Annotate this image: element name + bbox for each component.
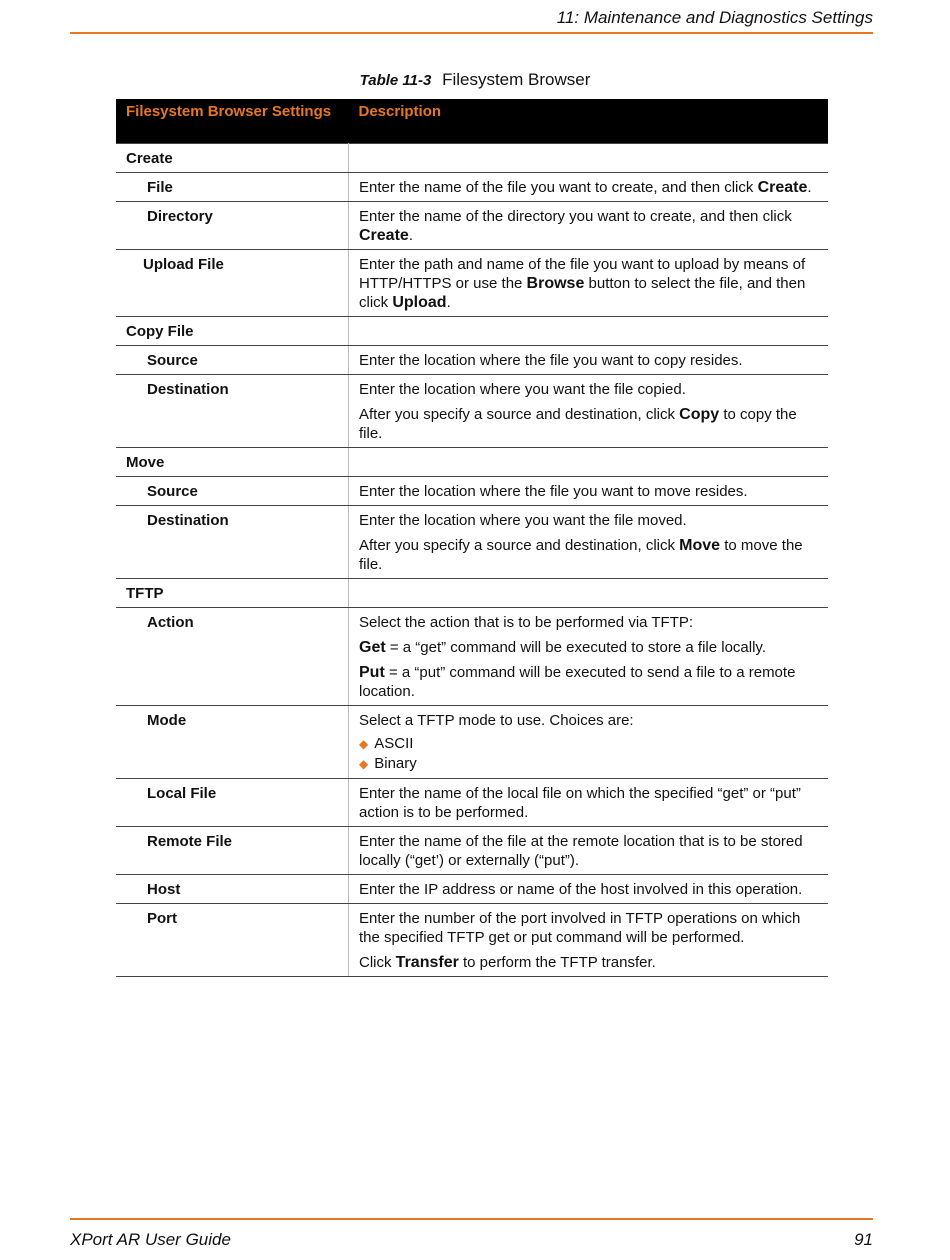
- table-row: [116, 317, 828, 346]
- setting-description: [349, 346, 829, 375]
- description-text: Enter the name of the file at the remote location that is to be stored locally (“get’) or externally (“put”).: [359, 833, 803, 869]
- table-row: [116, 579, 828, 608]
- table-row: [116, 904, 828, 977]
- description-text: Enter the location where the file you want to move resides.: [359, 483, 748, 500]
- table-row: [116, 706, 828, 779]
- setting-description: [349, 173, 829, 202]
- description-text: Click: [359, 954, 396, 971]
- setting-name: Remote File: [116, 827, 349, 875]
- ui-keyword: Browse: [526, 275, 585, 292]
- table-row: [116, 144, 828, 173]
- description-paragraph: [359, 953, 818, 972]
- table-row: [116, 477, 828, 506]
- setting-description: [349, 875, 829, 904]
- description-paragraph: [359, 536, 818, 574]
- description-text: Enter the number of the port involved in TFTP operations on which the specified TFTP get or put command will be performed.: [359, 910, 801, 946]
- setting-name: Destination: [116, 375, 349, 448]
- setting-description: [349, 608, 829, 706]
- description-text: to move the file.: [359, 537, 803, 573]
- setting-description: [349, 250, 829, 317]
- diamond-bullet-icon: ◆: [359, 757, 369, 771]
- ui-keyword: Create: [757, 179, 808, 196]
- description-paragraph: [359, 663, 818, 701]
- description-text: = a “put” command will be executed to send a file to a remote location.: [359, 664, 796, 700]
- header-description: Description: [349, 99, 829, 144]
- page-footer: [70, 1218, 873, 1249]
- setting-name: Create: [116, 144, 349, 173]
- description-text: Enter the name of the directory you want to create, and then click: [359, 208, 792, 225]
- table-row: [116, 202, 828, 250]
- table-row: [116, 346, 828, 375]
- description-text: Select the action that is to be performed via TFTP:: [359, 614, 694, 631]
- table-header-row: [116, 99, 828, 144]
- page-number: 91: [854, 1230, 873, 1249]
- setting-description: [349, 579, 829, 608]
- description-text: Enter the location where the file you want to copy resides.: [359, 352, 743, 369]
- description-text: .: [408, 227, 413, 244]
- table-row: [116, 506, 828, 579]
- choice-item: [359, 734, 818, 754]
- table-row: [116, 827, 828, 875]
- description-paragraph: [359, 880, 818, 899]
- description-text: Select a TFTP mode to use. Choices are:: [359, 712, 634, 729]
- table-caption: [0, 70, 950, 90]
- description-text: Enter the name of the file you want to create, and then click: [359, 179, 758, 196]
- description-paragraph: [359, 405, 818, 443]
- chapter-title: 11: Maintenance and Diagnostics Settings: [556, 8, 873, 27]
- choice-item: [359, 754, 818, 774]
- description-paragraph: [359, 511, 818, 530]
- description-text: Enter the path and name of the file you want to upload by means of HTTP/HTTPS or use the: [359, 256, 806, 292]
- description-text: After you specify a source and destination, click: [359, 406, 680, 423]
- description-paragraph: [359, 207, 818, 245]
- table-row: [116, 608, 828, 706]
- setting-name: Source: [116, 477, 349, 506]
- ui-keyword: Upload: [392, 294, 447, 311]
- choice-label: ASCII: [374, 735, 414, 752]
- setting-name: Source: [116, 346, 349, 375]
- description-text: .: [446, 294, 451, 311]
- table-number: Table 11-3: [359, 72, 432, 89]
- setting-name: Host: [116, 875, 349, 904]
- setting-name: Destination: [116, 506, 349, 579]
- description-paragraph: [359, 351, 818, 370]
- setting-name: Mode: [116, 706, 349, 779]
- setting-name: Directory: [116, 202, 349, 250]
- table-row: [116, 375, 828, 448]
- description-paragraph: [359, 832, 818, 870]
- setting-description: [349, 144, 829, 173]
- description-text: Enter the IP address or name of the host involved in this operation.: [359, 881, 803, 898]
- table-row: [116, 448, 828, 477]
- choice-label: Binary: [374, 755, 417, 772]
- setting-description: [349, 706, 829, 779]
- setting-name: Move: [116, 448, 349, 477]
- setting-description: [349, 506, 829, 579]
- setting-description: [349, 202, 829, 250]
- description-paragraph: [359, 482, 818, 501]
- ui-keyword: Put: [359, 664, 385, 681]
- description-text: = a “get” command will be executed to store a file locally.: [385, 639, 766, 656]
- setting-description: [349, 375, 829, 448]
- description-text: After you specify a source and destination, click: [359, 537, 680, 554]
- description-text: button to select the file, and then click: [359, 275, 806, 311]
- ui-keyword: Copy: [679, 406, 720, 423]
- setting-description: [349, 317, 829, 346]
- description-paragraph: [359, 909, 818, 947]
- description-text: to perform the TFTP transfer.: [458, 954, 656, 971]
- table-row: [116, 779, 828, 827]
- header-settings: Filesystem Browser Settings: [116, 99, 349, 144]
- description-text: Enter the location where you want the file moved.: [359, 512, 687, 529]
- table-row: [116, 875, 828, 904]
- description-paragraph: [359, 613, 818, 632]
- table-title: Filesystem Browser: [442, 70, 591, 89]
- description-paragraph: [359, 638, 818, 657]
- description-paragraph: [359, 784, 818, 822]
- table-body: [116, 144, 828, 977]
- page-header: [70, 8, 873, 34]
- ui-keyword: Move: [679, 537, 721, 554]
- diamond-bullet-icon: ◆: [359, 737, 369, 751]
- description-text: to copy the file.: [359, 406, 797, 442]
- ui-keyword: Create: [359, 227, 409, 244]
- setting-description: [349, 477, 829, 506]
- setting-description: [349, 827, 829, 875]
- description-text: Enter the name of the local file on which the specified “get” or “put” action is to be performed.: [359, 785, 801, 821]
- setting-name: Action: [116, 608, 349, 706]
- setting-name: Copy File: [116, 317, 349, 346]
- filesystem-browser-table: [116, 99, 828, 977]
- description-paragraph: [359, 178, 818, 197]
- setting-name: Port: [116, 904, 349, 977]
- guide-title: XPort AR User Guide: [70, 1230, 231, 1249]
- table-row: [116, 250, 828, 317]
- description-paragraph: [359, 711, 818, 730]
- ui-keyword: Transfer: [395, 954, 459, 971]
- setting-name: File: [116, 173, 349, 202]
- ui-keyword: Get: [359, 639, 386, 656]
- description-text: Enter the location where you want the file copied.: [359, 381, 686, 398]
- description-paragraph: [359, 380, 818, 399]
- description-paragraph: [359, 255, 818, 312]
- setting-description: [349, 779, 829, 827]
- setting-name: Local File: [116, 779, 349, 827]
- table-row: [116, 173, 828, 202]
- setting-description: [349, 904, 829, 977]
- setting-name: TFTP: [116, 579, 349, 608]
- choice-list: [359, 734, 818, 774]
- setting-description: [349, 448, 829, 477]
- setting-name: Upload File: [116, 250, 349, 317]
- description-text: .: [807, 179, 812, 196]
